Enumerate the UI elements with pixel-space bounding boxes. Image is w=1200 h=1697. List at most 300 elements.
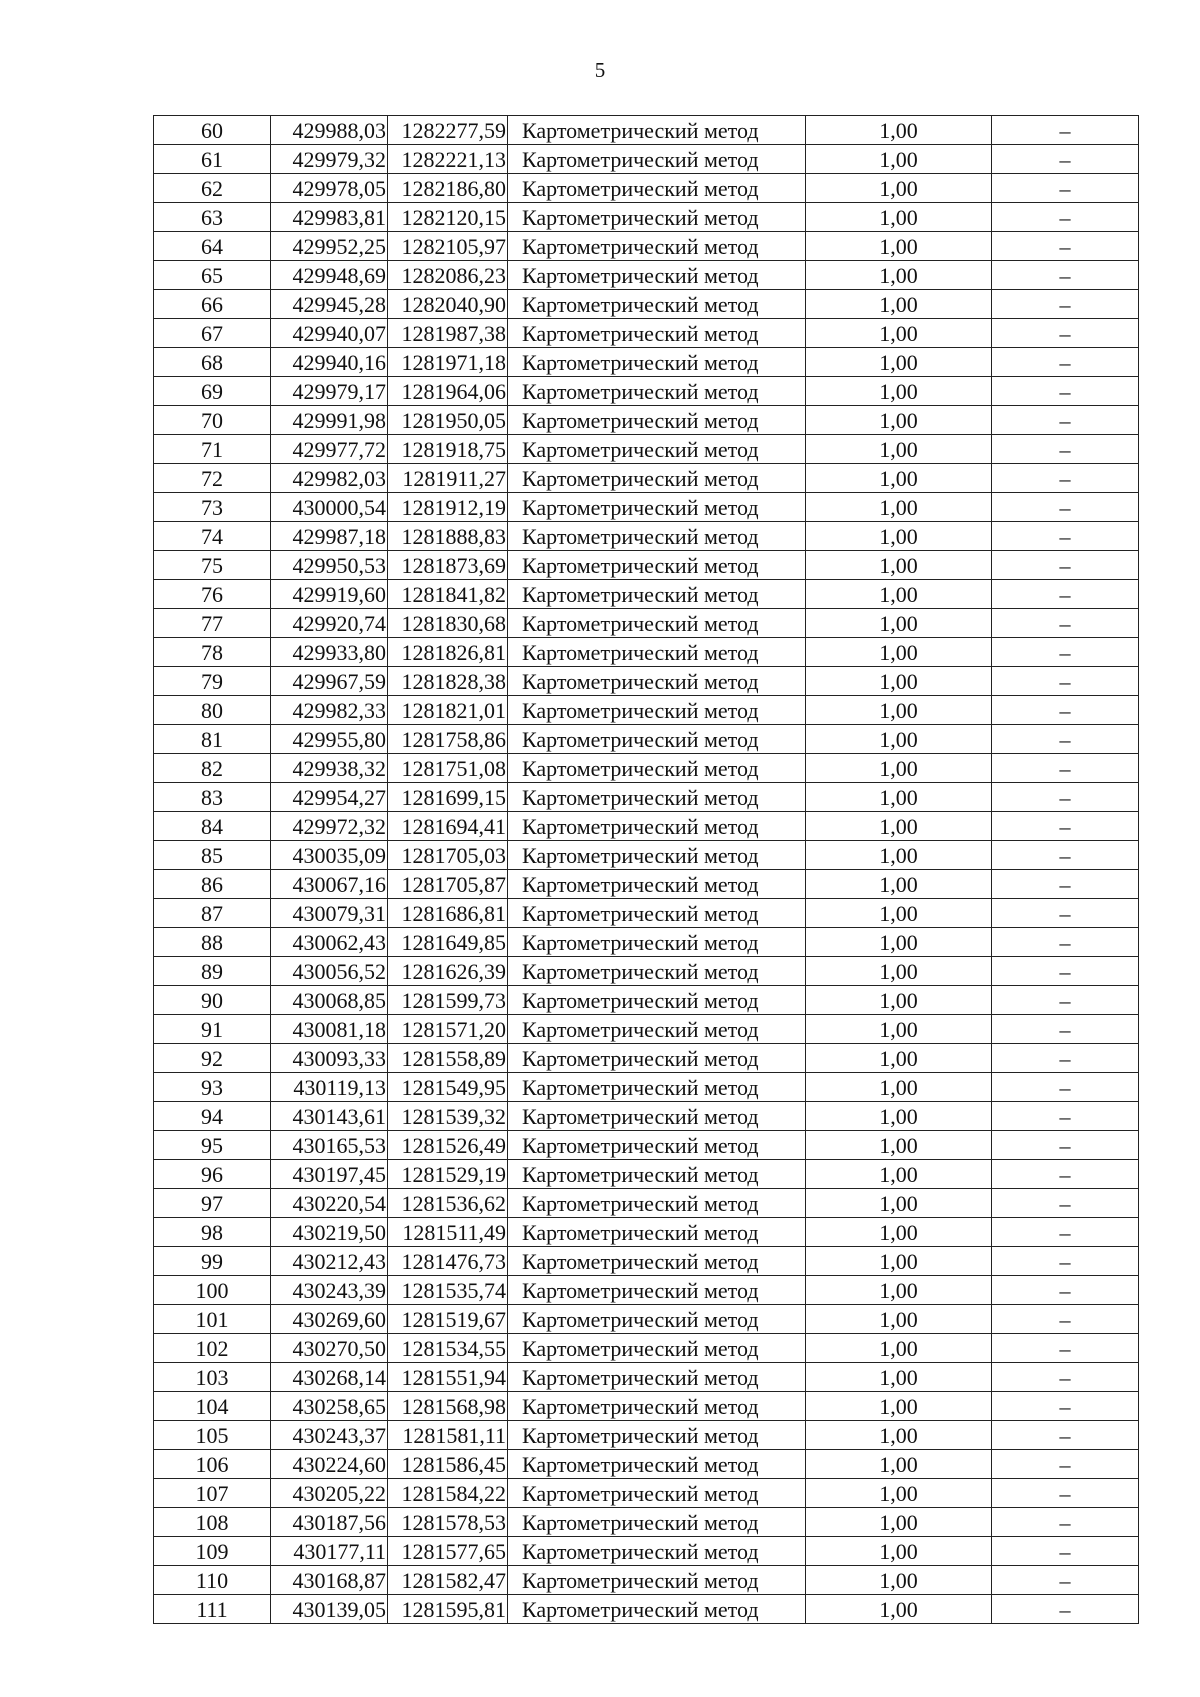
table-row [154, 551, 1139, 580]
method-cell: Картометрический метод [508, 522, 806, 551]
y-coordinate-cell: 1281582,47 [388, 1566, 508, 1595]
method-cell: Картометрический метод [508, 696, 806, 725]
description-cell: – [992, 812, 1139, 841]
accuracy-cell: 1,00 [806, 464, 992, 493]
method-cell: Картометрический метод [508, 783, 806, 812]
point-number-cell: 100 [154, 1276, 271, 1305]
x-coordinate-cell: 429972,32 [271, 812, 388, 841]
point-number-cell: 69 [154, 377, 271, 406]
description-cell: – [992, 261, 1139, 290]
accuracy-cell: 1,00 [806, 609, 992, 638]
table-row [154, 986, 1139, 1015]
y-coordinate-cell: 1282186,80 [388, 174, 508, 203]
y-coordinate-cell: 1281529,19 [388, 1160, 508, 1189]
method-cell: Картометрический метод [508, 870, 806, 899]
x-coordinate-cell: 430243,37 [271, 1421, 388, 1450]
method-cell: Картометрический метод [508, 957, 806, 986]
x-coordinate-cell: 429983,81 [271, 203, 388, 232]
method-cell: Картометрический метод [508, 1276, 806, 1305]
y-coordinate-cell: 1281971,18 [388, 348, 508, 377]
y-coordinate-cell: 1281476,73 [388, 1247, 508, 1276]
y-coordinate-cell: 1281599,73 [388, 986, 508, 1015]
table-row [154, 580, 1139, 609]
table-row [154, 1247, 1139, 1276]
method-cell: Картометрический метод [508, 609, 806, 638]
table-row [154, 203, 1139, 232]
y-coordinate-cell: 1281758,86 [388, 725, 508, 754]
point-number-cell: 110 [154, 1566, 271, 1595]
table-row [154, 841, 1139, 870]
method-cell: Картометрический метод [508, 1189, 806, 1218]
y-coordinate-cell: 1282086,23 [388, 261, 508, 290]
x-coordinate-cell: 430270,50 [271, 1334, 388, 1363]
point-number-cell: 102 [154, 1334, 271, 1363]
y-coordinate-cell: 1282120,15 [388, 203, 508, 232]
description-cell: – [992, 1595, 1139, 1624]
table-row [154, 116, 1139, 145]
description-cell: – [992, 1363, 1139, 1392]
x-coordinate-cell: 430056,52 [271, 957, 388, 986]
accuracy-cell: 1,00 [806, 1189, 992, 1218]
y-coordinate-cell: 1281705,87 [388, 870, 508, 899]
point-number-cell: 61 [154, 145, 271, 174]
description-cell: – [992, 551, 1139, 580]
point-number-cell: 63 [154, 203, 271, 232]
point-number-cell: 101 [154, 1305, 271, 1334]
table-row [154, 493, 1139, 522]
point-number-cell: 90 [154, 986, 271, 1015]
description-cell: – [992, 1073, 1139, 1102]
description-cell: – [992, 1189, 1139, 1218]
x-coordinate-cell: 430165,53 [271, 1131, 388, 1160]
x-coordinate-cell: 429967,59 [271, 667, 388, 696]
x-coordinate-cell: 429940,07 [271, 319, 388, 348]
x-coordinate-cell: 430197,45 [271, 1160, 388, 1189]
description-cell: – [992, 145, 1139, 174]
table-row [154, 435, 1139, 464]
y-coordinate-cell: 1281626,39 [388, 957, 508, 986]
y-coordinate-cell: 1281918,75 [388, 435, 508, 464]
accuracy-cell: 1,00 [806, 1566, 992, 1595]
y-coordinate-cell: 1281519,67 [388, 1305, 508, 1334]
point-number-cell: 75 [154, 551, 271, 580]
point-number-cell: 60 [154, 116, 271, 145]
y-coordinate-cell: 1281987,38 [388, 319, 508, 348]
table-row [154, 1102, 1139, 1131]
x-coordinate-cell: 430187,56 [271, 1508, 388, 1537]
y-coordinate-cell: 1282040,90 [388, 290, 508, 319]
description-cell: – [992, 725, 1139, 754]
accuracy-cell: 1,00 [806, 551, 992, 580]
x-coordinate-cell: 430119,13 [271, 1073, 388, 1102]
method-cell: Картометрический метод [508, 928, 806, 957]
y-coordinate-cell: 1281821,01 [388, 696, 508, 725]
accuracy-cell: 1,00 [806, 1015, 992, 1044]
accuracy-cell: 1,00 [806, 1247, 992, 1276]
x-coordinate-cell: 429954,27 [271, 783, 388, 812]
y-coordinate-cell: 1281536,62 [388, 1189, 508, 1218]
method-cell: Картометрический метод [508, 435, 806, 464]
x-coordinate-cell: 429987,18 [271, 522, 388, 551]
table-row [154, 1189, 1139, 1218]
table-row [154, 1363, 1139, 1392]
method-cell: Картометрический метод [508, 1131, 806, 1160]
accuracy-cell: 1,00 [806, 812, 992, 841]
description-cell: – [992, 1334, 1139, 1363]
y-coordinate-cell: 1282221,13 [388, 145, 508, 174]
y-coordinate-cell: 1281551,94 [388, 1363, 508, 1392]
x-coordinate-cell: 429991,98 [271, 406, 388, 435]
x-coordinate-cell: 429933,80 [271, 638, 388, 667]
y-coordinate-cell: 1281699,15 [388, 783, 508, 812]
table-row [154, 464, 1139, 493]
accuracy-cell: 1,00 [806, 493, 992, 522]
method-cell: Картометрический метод [508, 290, 806, 319]
point-number-cell: 74 [154, 522, 271, 551]
x-coordinate-cell: 429952,25 [271, 232, 388, 261]
point-number-cell: 84 [154, 812, 271, 841]
y-coordinate-cell: 1281595,81 [388, 1595, 508, 1624]
description-cell: – [992, 406, 1139, 435]
description-cell: – [992, 203, 1139, 232]
point-number-cell: 107 [154, 1479, 271, 1508]
y-coordinate-cell: 1281964,06 [388, 377, 508, 406]
x-coordinate-cell: 429919,60 [271, 580, 388, 609]
method-cell: Картометрический метод [508, 725, 806, 754]
method-cell: Картометрический метод [508, 406, 806, 435]
y-coordinate-cell: 1281828,38 [388, 667, 508, 696]
description-cell: – [992, 638, 1139, 667]
x-coordinate-cell: 429920,74 [271, 609, 388, 638]
table-row [154, 1566, 1139, 1595]
point-number-cell: 97 [154, 1189, 271, 1218]
x-coordinate-cell: 429982,03 [271, 464, 388, 493]
point-number-cell: 109 [154, 1537, 271, 1566]
description-cell: – [992, 580, 1139, 609]
accuracy-cell: 1,00 [806, 116, 992, 145]
table-row [154, 1160, 1139, 1189]
description-cell: – [992, 754, 1139, 783]
accuracy-cell: 1,00 [806, 145, 992, 174]
point-number-cell: 72 [154, 464, 271, 493]
y-coordinate-cell: 1281911,27 [388, 464, 508, 493]
x-coordinate-cell: 430062,43 [271, 928, 388, 957]
accuracy-cell: 1,00 [806, 1218, 992, 1247]
accuracy-cell: 1,00 [806, 1073, 992, 1102]
description-cell: – [992, 1160, 1139, 1189]
y-coordinate-cell: 1281535,74 [388, 1276, 508, 1305]
point-number-cell: 68 [154, 348, 271, 377]
method-cell: Картометрический метод [508, 145, 806, 174]
accuracy-cell: 1,00 [806, 754, 992, 783]
description-cell: – [992, 232, 1139, 261]
method-cell: Картометрический метод [508, 1015, 806, 1044]
description-cell: – [992, 1276, 1139, 1305]
y-coordinate-cell: 1281751,08 [388, 754, 508, 783]
method-cell: Картометрический метод [508, 261, 806, 290]
y-coordinate-cell: 1281841,82 [388, 580, 508, 609]
method-cell: Картометрический метод [508, 1479, 806, 1508]
method-cell: Картометрический метод [508, 1160, 806, 1189]
point-number-cell: 94 [154, 1102, 271, 1131]
description-cell: – [992, 1305, 1139, 1334]
accuracy-cell: 1,00 [806, 667, 992, 696]
description-cell: – [992, 1450, 1139, 1479]
description-cell: – [992, 1537, 1139, 1566]
x-coordinate-cell: 429948,69 [271, 261, 388, 290]
accuracy-cell: 1,00 [806, 435, 992, 464]
accuracy-cell: 1,00 [806, 1131, 992, 1160]
table-row [154, 1305, 1139, 1334]
method-cell: Картометрический метод [508, 1537, 806, 1566]
table-row [154, 319, 1139, 348]
x-coordinate-cell: 430035,09 [271, 841, 388, 870]
accuracy-cell: 1,00 [806, 1450, 992, 1479]
description-cell: – [992, 1392, 1139, 1421]
description-cell: – [992, 493, 1139, 522]
method-cell: Картометрический метод [508, 1334, 806, 1363]
y-coordinate-cell: 1281539,32 [388, 1102, 508, 1131]
accuracy-cell: 1,00 [806, 1479, 992, 1508]
table-row [154, 928, 1139, 957]
description-cell: – [992, 841, 1139, 870]
y-coordinate-cell: 1281568,98 [388, 1392, 508, 1421]
table-row [154, 1421, 1139, 1450]
method-cell: Картометрический метод [508, 1102, 806, 1131]
coordinates-table [153, 115, 1139, 1624]
method-cell: Картометрический метод [508, 1305, 806, 1334]
point-number-cell: 77 [154, 609, 271, 638]
x-coordinate-cell: 429977,72 [271, 435, 388, 464]
accuracy-cell: 1,00 [806, 1276, 992, 1305]
table-row [154, 1276, 1139, 1305]
table-row [154, 783, 1139, 812]
table-row [154, 696, 1139, 725]
x-coordinate-cell: 429979,17 [271, 377, 388, 406]
x-coordinate-cell: 430079,31 [271, 899, 388, 928]
y-coordinate-cell: 1281584,22 [388, 1479, 508, 1508]
description-cell: – [992, 1566, 1139, 1595]
x-coordinate-cell: 430143,61 [271, 1102, 388, 1131]
table-row [154, 754, 1139, 783]
method-cell: Картометрический метод [508, 1247, 806, 1276]
description-cell: – [992, 1421, 1139, 1450]
accuracy-cell: 1,00 [806, 1392, 992, 1421]
method-cell: Картометрический метод [508, 116, 806, 145]
y-coordinate-cell: 1281581,11 [388, 1421, 508, 1450]
accuracy-cell: 1,00 [806, 232, 992, 261]
point-number-cell: 70 [154, 406, 271, 435]
point-number-cell: 96 [154, 1160, 271, 1189]
table-row [154, 1015, 1139, 1044]
page-number: 5 [594, 58, 606, 82]
method-cell: Картометрический метод [508, 986, 806, 1015]
table-row [154, 145, 1139, 174]
x-coordinate-cell: 429982,33 [271, 696, 388, 725]
description-cell: – [992, 1102, 1139, 1131]
table-row [154, 725, 1139, 754]
accuracy-cell: 1,00 [806, 319, 992, 348]
table-row [154, 232, 1139, 261]
description-cell: – [992, 1044, 1139, 1073]
point-number-cell: 86 [154, 870, 271, 899]
description-cell: – [992, 174, 1139, 203]
accuracy-cell: 1,00 [806, 783, 992, 812]
description-cell: – [992, 435, 1139, 464]
y-coordinate-cell: 1281578,53 [388, 1508, 508, 1537]
method-cell: Картометрический метод [508, 1363, 806, 1392]
table-row [154, 174, 1139, 203]
description-cell: – [992, 957, 1139, 986]
method-cell: Картометрический метод [508, 1595, 806, 1624]
y-coordinate-cell: 1282277,59 [388, 116, 508, 145]
x-coordinate-cell: 430205,22 [271, 1479, 388, 1508]
x-coordinate-cell: 430243,39 [271, 1276, 388, 1305]
table-row [154, 1450, 1139, 1479]
point-number-cell: 76 [154, 580, 271, 609]
table-row [154, 348, 1139, 377]
point-number-cell: 89 [154, 957, 271, 986]
accuracy-cell: 1,00 [806, 290, 992, 319]
x-coordinate-cell: 429950,53 [271, 551, 388, 580]
accuracy-cell: 1,00 [806, 638, 992, 667]
accuracy-cell: 1,00 [806, 174, 992, 203]
accuracy-cell: 1,00 [806, 870, 992, 899]
method-cell: Картометрический метод [508, 377, 806, 406]
point-number-cell: 106 [154, 1450, 271, 1479]
method-cell: Картометрический метод [508, 174, 806, 203]
y-coordinate-cell: 1281511,49 [388, 1218, 508, 1247]
table-row [154, 406, 1139, 435]
y-coordinate-cell: 1281534,55 [388, 1334, 508, 1363]
method-cell: Картометрический метод [508, 1044, 806, 1073]
table-row [154, 870, 1139, 899]
point-number-cell: 99 [154, 1247, 271, 1276]
table-body [154, 116, 1139, 1624]
x-coordinate-cell: 430224,60 [271, 1450, 388, 1479]
point-number-cell: 79 [154, 667, 271, 696]
table-row [154, 1073, 1139, 1102]
method-cell: Картометрический метод [508, 638, 806, 667]
point-number-cell: 65 [154, 261, 271, 290]
description-cell: – [992, 348, 1139, 377]
accuracy-cell: 1,00 [806, 1160, 992, 1189]
accuracy-cell: 1,00 [806, 261, 992, 290]
point-number-cell: 83 [154, 783, 271, 812]
method-cell: Картометрический метод [508, 319, 806, 348]
description-cell: – [992, 986, 1139, 1015]
y-coordinate-cell: 1281826,81 [388, 638, 508, 667]
description-cell: – [992, 1508, 1139, 1537]
description-cell: – [992, 1247, 1139, 1276]
x-coordinate-cell: 430139,05 [271, 1595, 388, 1624]
point-number-cell: 82 [154, 754, 271, 783]
point-number-cell: 105 [154, 1421, 271, 1450]
description-cell: – [992, 870, 1139, 899]
accuracy-cell: 1,00 [806, 957, 992, 986]
description-cell: – [992, 319, 1139, 348]
point-number-cell: 80 [154, 696, 271, 725]
accuracy-cell: 1,00 [806, 1508, 992, 1537]
description-cell: – [992, 609, 1139, 638]
x-coordinate-cell: 429979,32 [271, 145, 388, 174]
description-cell: – [992, 522, 1139, 551]
table-row [154, 522, 1139, 551]
table-row [154, 1218, 1139, 1247]
description-cell: – [992, 899, 1139, 928]
method-cell: Картометрический метод [508, 493, 806, 522]
point-number-cell: 87 [154, 899, 271, 928]
method-cell: Картометрический метод [508, 667, 806, 696]
x-coordinate-cell: 429988,03 [271, 116, 388, 145]
method-cell: Картометрический метод [508, 232, 806, 261]
x-coordinate-cell: 430168,87 [271, 1566, 388, 1595]
method-cell: Картометрический метод [508, 1218, 806, 1247]
table-row [154, 1537, 1139, 1566]
accuracy-cell: 1,00 [806, 1044, 992, 1073]
description-cell: – [992, 928, 1139, 957]
description-cell: – [992, 667, 1139, 696]
accuracy-cell: 1,00 [806, 986, 992, 1015]
description-cell: – [992, 290, 1139, 319]
method-cell: Картометрический метод [508, 464, 806, 493]
point-number-cell: 103 [154, 1363, 271, 1392]
table-row [154, 1044, 1139, 1073]
accuracy-cell: 1,00 [806, 841, 992, 870]
point-number-cell: 62 [154, 174, 271, 203]
point-number-cell: 64 [154, 232, 271, 261]
description-cell: – [992, 116, 1139, 145]
point-number-cell: 98 [154, 1218, 271, 1247]
x-coordinate-cell: 430220,54 [271, 1189, 388, 1218]
x-coordinate-cell: 430212,43 [271, 1247, 388, 1276]
x-coordinate-cell: 430177,11 [271, 1537, 388, 1566]
table-row [154, 667, 1139, 696]
point-number-cell: 78 [154, 638, 271, 667]
table-row [154, 290, 1139, 319]
y-coordinate-cell: 1281888,83 [388, 522, 508, 551]
y-coordinate-cell: 1281705,03 [388, 841, 508, 870]
accuracy-cell: 1,00 [806, 928, 992, 957]
x-coordinate-cell: 430068,85 [271, 986, 388, 1015]
method-cell: Картометрический метод [508, 551, 806, 580]
table-row [154, 1479, 1139, 1508]
description-cell: – [992, 696, 1139, 725]
y-coordinate-cell: 1281649,85 [388, 928, 508, 957]
method-cell: Картометрический метод [508, 203, 806, 232]
y-coordinate-cell: 1281694,41 [388, 812, 508, 841]
description-cell: – [992, 1131, 1139, 1160]
method-cell: Картометрический метод [508, 1392, 806, 1421]
table-row [154, 812, 1139, 841]
accuracy-cell: 1,00 [806, 203, 992, 232]
point-number-cell: 111 [154, 1595, 271, 1624]
table-row [154, 377, 1139, 406]
description-cell: – [992, 1479, 1139, 1508]
method-cell: Картометрический метод [508, 348, 806, 377]
x-coordinate-cell: 430269,60 [271, 1305, 388, 1334]
method-cell: Картометрический метод [508, 899, 806, 928]
y-coordinate-cell: 1281586,45 [388, 1450, 508, 1479]
table-row [154, 957, 1139, 986]
method-cell: Картометрический метод [508, 1450, 806, 1479]
accuracy-cell: 1,00 [806, 1595, 992, 1624]
point-number-cell: 91 [154, 1015, 271, 1044]
y-coordinate-cell: 1281686,81 [388, 899, 508, 928]
y-coordinate-cell: 1281950,05 [388, 406, 508, 435]
x-coordinate-cell: 430093,33 [271, 1044, 388, 1073]
x-coordinate-cell: 430219,50 [271, 1218, 388, 1247]
